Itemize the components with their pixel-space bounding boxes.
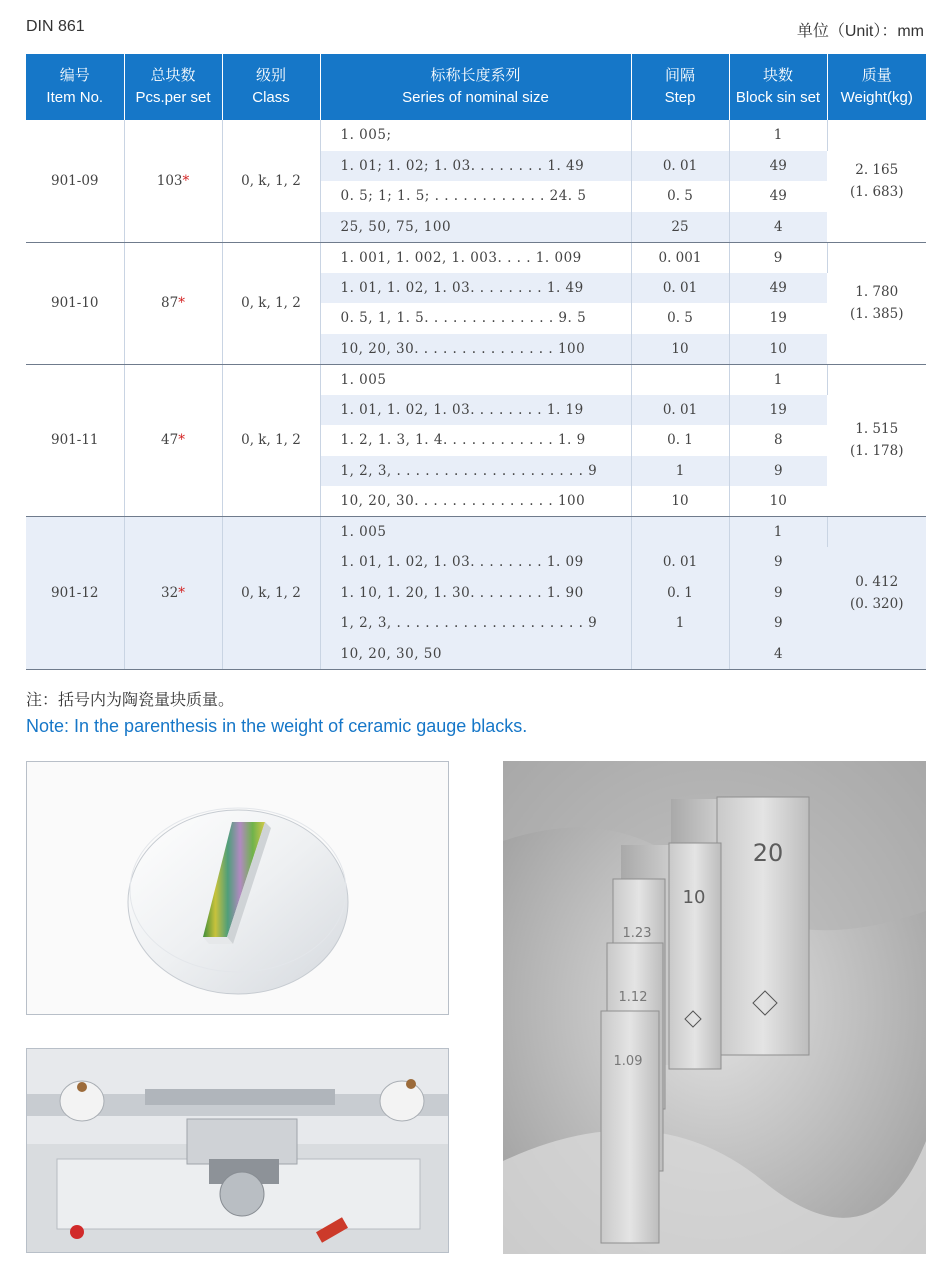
series-cell: 0. 5; 1; 1. 5; . . . . . . . . . . . . 24. 5: [320, 181, 631, 212]
step-cell: 25: [631, 212, 729, 243]
series-cell: 10, 20, 30. . . . . . . . . . . . . . . 100: [320, 334, 631, 365]
step-cell: 10: [631, 334, 729, 365]
col-step: 间隔 Step: [631, 54, 729, 120]
table-row: [26, 242, 926, 273]
weight-cell: 0. 412 (0. 320): [827, 517, 926, 670]
step-cell: 0. 001: [631, 242, 729, 273]
series-cell: 1. 01, 1. 02, 1. 03. . . . . . . . 1. 49: [320, 273, 631, 304]
steel-gauge-blocks-photo: [503, 761, 926, 1254]
step-cell: 1: [631, 456, 729, 487]
measuring-machine-photo: [26, 1048, 449, 1253]
series-cell: 1. 01, 1. 02, 1. 03. . . . . . . . 1. 19: [320, 395, 631, 426]
block-label-10: 10: [682, 887, 706, 908]
series-cell: 1, 2, 3, . . . . . . . . . . . . . . . . . . . . 9: [320, 608, 631, 639]
series-cell: 0. 5, 1, 1. 5. . . . . . . . . . . . . . 9. 5: [320, 303, 631, 334]
weight-cell: 2. 165 (1. 683): [827, 120, 926, 242]
series-cell: 1. 2, 1. 3, 1. 4. . . . . . . . . . . . 1. 9: [320, 425, 631, 456]
class-cell: 0, k, 1, 2: [222, 242, 320, 364]
class-cell: 0, k, 1, 2: [222, 364, 320, 517]
col-series: 标称长度系列 Series of nominal size: [320, 54, 631, 120]
step-cell: 0. 5: [631, 303, 729, 334]
step-cell: [631, 120, 729, 151]
col-class: 级别 Class: [222, 54, 320, 120]
series-cell: 10, 20, 30, 50: [320, 639, 631, 670]
blocks-cell: 8: [773, 432, 783, 449]
step-cell: 0. 01: [631, 547, 729, 578]
step-cell: [631, 639, 729, 670]
pcs-cell: 103*: [124, 120, 222, 242]
blocks-cell: 19: [729, 395, 827, 426]
class-cell: 0, k, 1, 2: [222, 517, 320, 670]
step-cell: 0. 01: [631, 151, 729, 182]
col-item-no: 编号 Item No.: [26, 54, 124, 120]
blocks-cell: 10: [729, 486, 827, 517]
col-pcs-per-set: 总块数 Pcs.per set: [124, 54, 222, 120]
pcs-cell: 87*: [124, 242, 222, 364]
step-cell: 0. 5: [631, 181, 729, 212]
blocks-cell: 19: [769, 310, 787, 327]
blocks-cell: 49: [729, 151, 827, 182]
pcs-cell: 32*: [124, 517, 222, 670]
table-row: [26, 517, 926, 548]
series-cell: 1. 005: [320, 517, 631, 548]
blocks-cell: 4: [729, 212, 827, 243]
step-cell: 10: [631, 486, 729, 517]
step-cell: 0. 1: [631, 578, 729, 609]
table-body: [26, 120, 926, 669]
standard-label: DIN 861: [26, 18, 85, 35]
series-cell: 10, 20, 30. . . . . . . . . . . . . . . 100: [320, 486, 631, 517]
step-cell: [631, 517, 729, 548]
note-english: Note: In the parenthesis in the weight of ceramic gauge blacks.: [26, 716, 528, 736]
blocks-cell: 49: [729, 273, 827, 304]
table-row: [26, 364, 926, 395]
blocks-cell: 9: [729, 608, 827, 639]
gauge-block-table: [26, 54, 926, 670]
weight-cell: 1. 780 (1. 385): [827, 242, 926, 364]
blocks-cell: 9: [729, 242, 827, 273]
blocks-cell: 10: [729, 334, 827, 365]
blocks-cell: 4: [729, 639, 827, 670]
series-cell: 1. 005: [320, 364, 631, 395]
item-no-cell: 901-12: [26, 517, 124, 670]
blocks-cell: 9: [729, 578, 827, 609]
item-no-cell: 901-11: [26, 364, 124, 517]
note-chinese: 注：括号内为陶瓷量块质量。: [26, 692, 235, 709]
item-no-cell: 901-10: [26, 242, 124, 364]
step-cell: 0. 01: [631, 273, 729, 304]
step-cell: [631, 364, 729, 395]
step-cell: 0. 01: [631, 395, 729, 426]
step-cell: 0. 1: [631, 425, 729, 456]
block-label-1-09: 1.09: [613, 1054, 643, 1069]
table-header: [26, 54, 926, 120]
block-label-1-23: 1.23: [622, 926, 652, 941]
series-cell: 25, 50, 75, 100: [320, 212, 631, 243]
item-no-cell: 901-09: [26, 120, 124, 242]
series-cell: 1. 001, 1. 002, 1. 003. . . . 1. 009: [320, 242, 631, 273]
series-cell: 1. 01, 1. 02, 1. 03. . . . . . . . 1. 09: [320, 547, 631, 578]
ceramic-gauge-block-photo: [26, 761, 449, 1015]
weight-cell: 1. 515 (1. 178): [827, 364, 926, 517]
step-cell: 1: [631, 608, 729, 639]
class-cell: 0, k, 1, 2: [222, 120, 320, 242]
pcs-cell: 47*: [124, 364, 222, 517]
blocks-cell: 9: [729, 456, 827, 487]
table-row: [26, 120, 926, 151]
series-cell: 1. 005;: [320, 120, 631, 151]
block-label-1-12: 1.12: [618, 990, 648, 1005]
col-blocks: 块数 Block sin set: [729, 54, 827, 120]
blocks-cell: 49: [769, 188, 787, 205]
col-weight: 质量 Weight(kg): [827, 54, 926, 120]
unit-label: 单位（Unit）：mm: [796, 23, 924, 40]
blocks-cell: 1: [729, 364, 827, 395]
blocks-cell: 1: [729, 517, 827, 548]
blocks-cell: 9: [729, 547, 827, 578]
series-cell: 1. 01; 1. 02; 1. 03. . . . . . . . 1. 49: [320, 151, 631, 182]
blocks-cell: 1: [729, 120, 827, 151]
series-cell: 1. 10, 1. 20, 1. 30. . . . . . . . 1. 90: [320, 578, 631, 609]
series-cell: 1, 2, 3, . . . . . . . . . . . . . . . . . . . . 9: [320, 456, 631, 487]
block-label-20: 20: [752, 839, 784, 867]
